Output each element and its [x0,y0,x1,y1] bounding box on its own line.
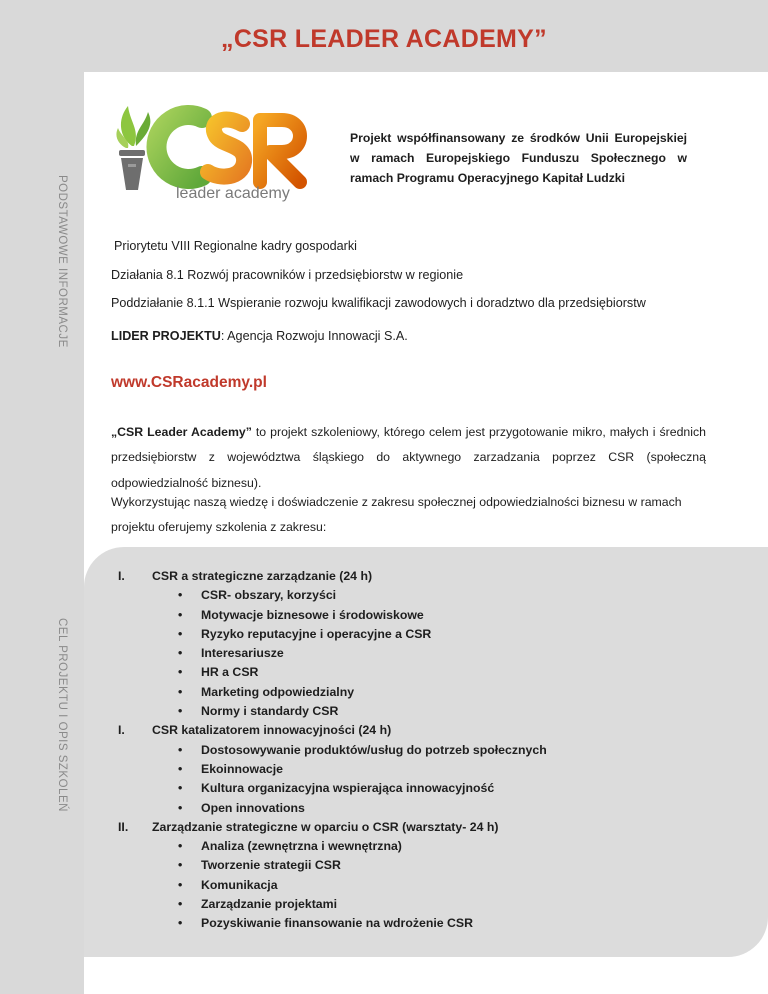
topic-text: Kultura organizacyjna wspierająca innowacyjność [201,781,495,796]
bullet-icon: • [178,588,183,603]
list-item [90,625,710,644]
list-item [90,876,710,895]
torch-icon [116,106,150,190]
list-item [90,779,710,798]
course-list [90,567,710,934]
project-name: „CSR Leader Academy” [111,425,252,439]
module-number: II. [118,819,129,834]
list-item [90,914,710,933]
bullet-icon: • [178,761,183,776]
topic-text: Ryzyko reputacyjne i operacyjne a CSR [201,626,432,641]
course-module [90,567,710,586]
bullet-icon: • [178,607,183,622]
bullet-icon: • [178,742,183,757]
topic-text: HR a CSR [201,665,259,680]
list-item [90,586,710,605]
logo-letter-c [156,115,202,179]
intro-text: to projekt szkoleniowy, którego celem jest przygotowanie mikro, małych i średnich przedsiębiorstw z województwa śląskiego do aktywnego zarzadzania poprzez CSR (społeczną odpowiedzialność biznesu). [111,425,706,490]
topic-text: Komunikacja [201,877,278,892]
course-module [90,721,710,740]
offer-paragraph: Wykorzystując naszą wiedzę i doświadczenie z zakresu społecznej odpowiedzialności biznesu w ramach projektu oferujemy szkolenia z zakresu: [111,495,682,535]
module-title: Zarządzanie strategiczne w oparciu o CSR (warsztaty- 24 h) [152,819,499,834]
csr-logo [104,98,319,203]
topic-text: Dostosowywanie produktów/usług do potrzeb społecznych [201,742,547,757]
topic-text: Interesariusze [201,646,284,661]
topic-text: Motywacje biznesowe i środowiskowe [201,607,424,622]
topic-text: Zarządzanie projektami [201,897,337,912]
bullet-icon: • [178,897,183,912]
topic-text: Ekoinnowacje [201,761,284,776]
list-item [90,837,710,856]
logo-text: leader academy [176,185,290,202]
list-item [90,741,710,760]
project-leader-value: : Agencja Rozwoju Innowacji S.A. [220,329,408,343]
list-item [90,856,710,875]
module-number: I. [118,569,125,583]
side-label-project-goal: CEL PROJEKTU I OPIS SZKOLEŃ [56,618,68,812]
module-title: CSR katalizatorem innowacyjności (24 h) [152,723,392,738]
bullet-icon: • [178,626,183,641]
website-link[interactable]: www.CSRacademy.pl [111,374,267,391]
bullet-icon: • [178,877,183,892]
logo-letter-r [260,120,300,182]
list-item [90,760,710,779]
module-title: CSR a strategiczne zarządzanie (24 h) [152,569,373,583]
intro-paragraph [111,420,706,496]
project-leader-label: LIDER PROJEKTU [111,329,221,343]
topic-text: Open innovations [201,800,305,815]
bullet-icon: • [178,704,183,719]
side-label-basic-info: PODSTAWOWE INFORMACJE [56,175,68,348]
project-leader-line [111,329,408,343]
course-module [90,818,710,837]
action-line: Działania 8.1 Rozwój pracowników i przedsiębiorstw w regionie [111,268,464,282]
list-item [90,644,710,663]
topic-text: Pozyskiwanie finansowanie na wdrożenie CSR [201,916,473,931]
bullet-icon: • [178,916,183,931]
priority-line: Priorytetu VIII Regionalne kadry gospodarki [114,239,357,253]
topic-text: Analiza (zewnętrzna i wewnętrzna) [201,839,402,854]
bullet-icon: • [178,646,183,661]
list-item [90,663,710,682]
topic-text: Tworzenie strategii CSR [201,858,341,873]
bullet-icon: • [178,781,183,796]
bullet-icon: • [178,858,183,873]
bullet-icon: • [178,800,183,815]
funding-statement: Projekt współfinansowany ze środków Unii Europejskiej w ramach Europejskiego Funduszu Społecznego w ramach Programu Operacyjnego Kapitał Ludzki [350,131,687,185]
list-item [90,702,710,721]
list-item [90,895,710,914]
subaction-line: Poddziałanie 8.1.1 Wspieranie rozwoju kwalifikacji zawodowych i doradztwo dla przedsiębiorstw [111,296,646,310]
left-sidebar-band [0,0,84,994]
topic-text: CSR- obszary, korzyści [201,588,337,603]
page-title: „CSR LEADER ACADEMY” [221,25,547,53]
bullet-icon: • [178,665,183,680]
list-item [90,799,710,818]
list-item [90,683,710,702]
bullet-icon: • [178,684,183,699]
topic-text: Marketing odpowiedzialny [201,684,355,699]
bullet-icon: • [178,839,183,854]
list-item [90,606,710,625]
topic-text: Normy i standardy CSR [201,704,339,719]
logo-letter-s [208,120,244,177]
module-number: I. [118,723,125,738]
